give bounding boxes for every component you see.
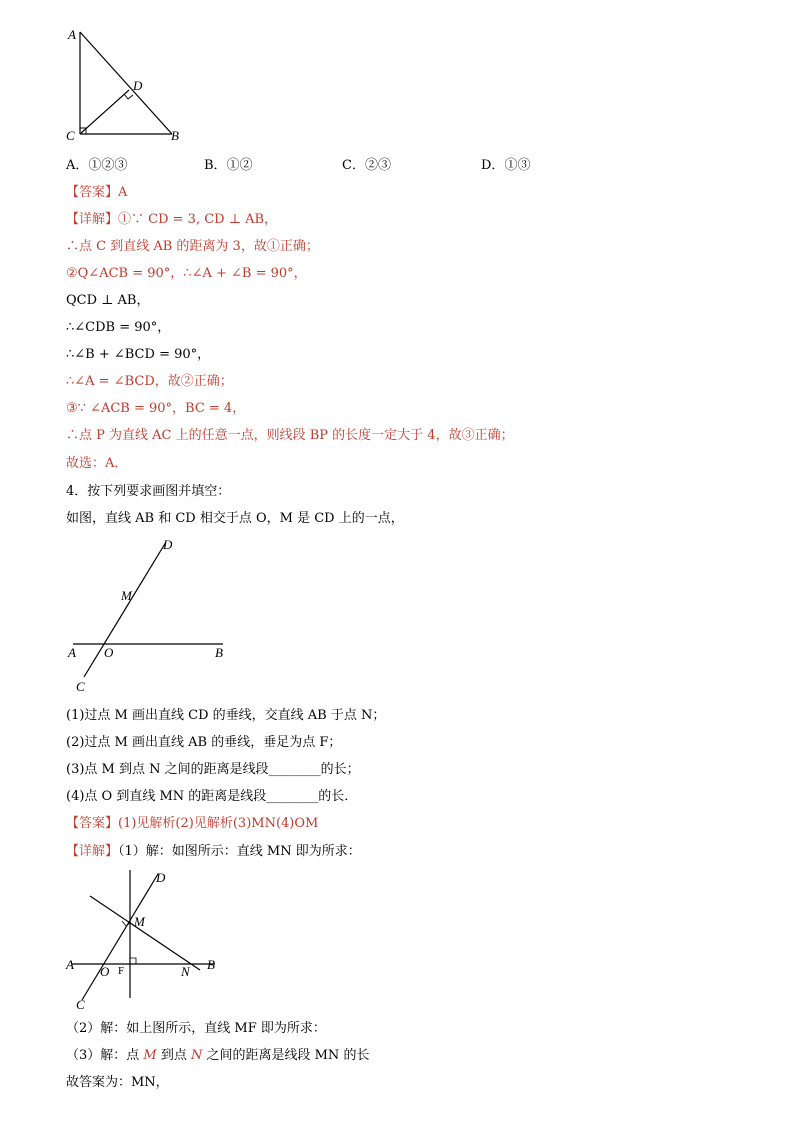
label-b: B xyxy=(171,128,179,143)
figure-construction xyxy=(60,866,230,1014)
q3-detail-line-9: ∴点 P 为直线 AC 上的任意一点，则线段 BP 的长度一定大于 4，故③正确； xyxy=(66,428,514,443)
segment-ab xyxy=(80,32,172,134)
answer-tag: 【答案】 xyxy=(66,816,119,831)
q4-item-2: (2)过点 M 画出直线 AB 的垂线，垂足为点 F； xyxy=(66,735,342,750)
q4-part-2: （2）解：如上图所示，直线 MF 即为所求： xyxy=(66,1021,326,1036)
q4-item-1: (1)过点 M 画出直线 CD 的垂线，交直线 AB 于点 N； xyxy=(66,708,386,723)
label-c: C xyxy=(76,997,85,1012)
q3-detail-line-6: ∴∠B + ∠BCD = 90°， xyxy=(66,347,211,362)
q3-detail-line-3: ②Q∠ACB = 90°，∴∠A + ∠B = 90°， xyxy=(66,266,307,281)
label-c: C xyxy=(66,128,75,143)
answer-value: A xyxy=(118,185,128,200)
label-c: C xyxy=(76,679,85,694)
figure-triangle-acb xyxy=(60,26,190,144)
q4-item-3: (3)点 M 到点 N 之间的距离是线段________的长； xyxy=(66,762,360,777)
option-d-value: ①③ xyxy=(504,158,531,173)
label-m: M xyxy=(121,588,132,603)
q3-detail-line-5: ∴∠CDB = 90°， xyxy=(66,320,171,335)
part3-point-m: M xyxy=(143,1048,157,1063)
q4-title: 4．按下列要求画图并填空： xyxy=(66,484,231,499)
q4-item-4: (4)点 O 到直线 MN 的距离是线段________的长． xyxy=(66,789,358,804)
right-angle-mark-d xyxy=(124,94,133,99)
line-cd xyxy=(84,542,166,677)
option-d xyxy=(481,157,530,175)
q3-detail-line-1 xyxy=(66,211,277,229)
part3-mid: 到点 xyxy=(156,1048,191,1063)
detail-tag: 【详解】 xyxy=(66,212,119,227)
q4-final-answer: 故答案为：MN， xyxy=(66,1075,169,1090)
label-o: O xyxy=(104,645,114,660)
label-d: D xyxy=(133,78,143,93)
answer-tag: 【答案】 xyxy=(66,185,119,200)
option-a-value: ①②③ xyxy=(88,158,128,173)
q3-detail-line-4: QCD ⊥ AB， xyxy=(66,293,150,308)
option-b-letter: B． xyxy=(204,158,227,173)
label-n: N xyxy=(181,964,190,979)
option-c-value: ②③ xyxy=(364,158,391,173)
label-f: F xyxy=(118,965,125,977)
q3-detail-line-2: ∴点 C 到直线 AB 的距离为 3，故①正确； xyxy=(66,239,319,254)
label-b: B xyxy=(207,957,215,972)
option-a-letter: A． xyxy=(66,158,89,173)
figure-intersecting-lines xyxy=(60,534,240,694)
q4-part-3 xyxy=(66,1047,369,1065)
label-d: D xyxy=(156,870,166,885)
part3-point-n: N xyxy=(190,1048,203,1063)
q3-answer xyxy=(66,184,127,202)
q4-detail-1 xyxy=(66,843,361,861)
option-d-letter: D． xyxy=(481,158,505,173)
label-o: O xyxy=(100,964,110,979)
detail-text: （1）解：如图所示：直线 MN 即为所求： xyxy=(118,844,361,859)
label-m: M xyxy=(134,914,145,929)
option-b xyxy=(204,157,253,175)
right-angle-mark-f xyxy=(130,958,136,964)
q4-answer xyxy=(66,815,318,833)
detail-tag: 【详解】 xyxy=(66,844,119,859)
part3-prefix: （3）解：点 xyxy=(66,1048,144,1063)
detail-text: ①∵ CD = 3, CD ⊥ AB， xyxy=(118,212,278,227)
part3-suffix: 之间的距离是线段 MN 的长 xyxy=(202,1048,370,1063)
option-a xyxy=(66,157,127,175)
line-cd xyxy=(82,874,158,1000)
answer-value: (1)见解析(2)见解析(3)MN(4)OM xyxy=(118,816,319,831)
option-c xyxy=(342,157,391,175)
label-b: B xyxy=(215,645,223,660)
label-a: A xyxy=(68,645,76,660)
q3-detail-line-7: ∴∠A = ∠BCD，故②正确； xyxy=(66,374,233,389)
label-a: A xyxy=(68,27,76,42)
segment-cd xyxy=(80,90,129,134)
label-a: A xyxy=(66,957,74,972)
q4-intro: 如图，直线 AB 和 CD 相交于点 O，M 是 CD 上的一点， xyxy=(66,511,404,526)
q3-detail-line-8: ③∵ ∠ACB = 90°，BC = 4， xyxy=(66,401,246,416)
option-b-value: ①② xyxy=(226,158,253,173)
option-c-letter: C． xyxy=(342,158,365,173)
q3-detail-line-10: 故选：A． xyxy=(66,456,128,471)
label-d: D xyxy=(163,537,173,552)
